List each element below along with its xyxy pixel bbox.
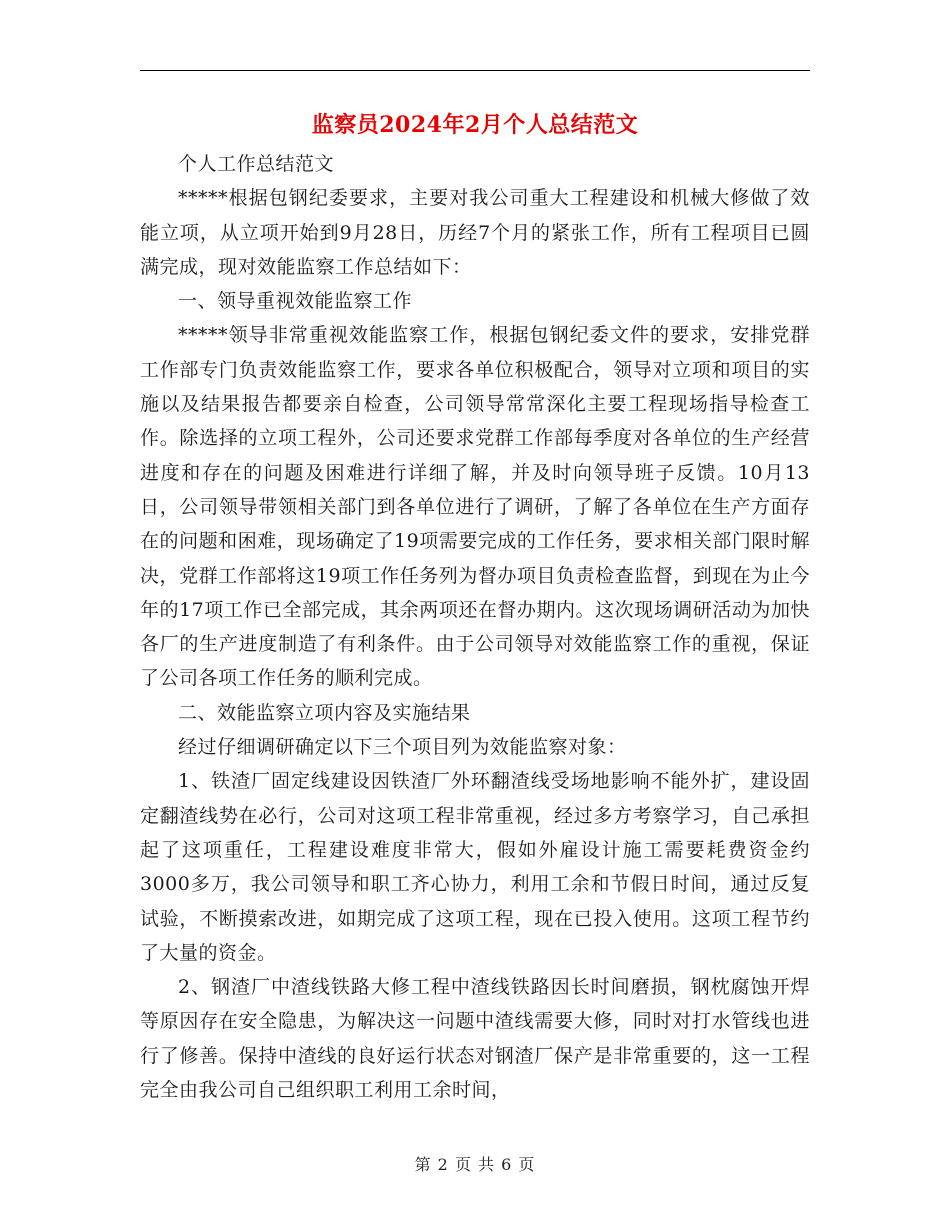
- section-heading-2: 二、效能监察立项内容及实施结果: [178, 701, 471, 724]
- section-2-lead: 经过仔细调研确定以下三个项目列为效能监察对象：: [178, 736, 627, 759]
- intro-heading: 个人工作总结范文: [178, 153, 335, 175]
- intro-paragraph: *****根据包钢纪委要求，主要对我公司重大工程建设和机械大修做了效能立项，从立项开始到9月28日，历经7个月的紧张工作，所有工程项目已圆满完成，现对效能监察工作总结如下：: [140, 187, 810, 278]
- section-heading-1: 一、领导重视效能监察工作: [178, 290, 413, 313]
- project-item-1: 1、铁渣厂固定线建设因铁渣厂外环翻渣线受场地影响不能外扩，建设固定翻渣线势在必行，公司对这项工程非常重视，经过多方考察学习，自己承担起了这项重任，工程建设难度非常大，假如外雇设计施工需要耗费资金约3000多万，我公司领导和职工齐心协力，利用工余和节假日时间，通过反复试验，不断摸索改进，如期完成了这项工程，现在已投入使用。这项工程节约了大量的资金。: [140, 770, 810, 964]
- section-1-paragraph: *****领导非常重视效能监察工作，根据包钢纪委文件的要求，安排党群工作部专门负责效能监察工作，要求各单位积极配合，领导对立项和项目的实施以及结果报告都要亲自检查，公司领导常常深化主要工程现场指导检查工作。除选择的立项工程外，公司还要求党群工作部每季度对各单位的生产经营进度和存在的问题及困难进行详细了解，并及时向领导班子反馈。10月13日，公司领导带领相关部门到各单位进行了调研，了解了各单位在生产方面存在的问题和困难，现场确定了19项需要完成的工作任务，要求相关部门限时解决，党群工作部将这19项工作任务列为督办项目负责检查监督，到现在为止今年的17项工作已全部完成，其余两项还在督办期内。这次现场调研活动为加快各厂的生产进度制造了有利条件。由于公司领导对效能监察工作的重视，保证了公司各项工作任务的顺利完成。: [140, 324, 810, 690]
- document-title: 监察员2024年2月个人总结范文: [311, 112, 639, 138]
- document-body: [140, 147, 810, 1107]
- page-number: 第 2 页 共 6 页: [414, 1155, 536, 1174]
- header-rule: [140, 70, 810, 71]
- project-item-2: 2、钢渣厂中渣线铁路大修工程中渣线铁路因长时间磨损，钢枕腐蚀开焊等原因存在安全隐患，为解决这一问题中渣线需要大修，同时对打水管线也进行了修善。保持中渣线的良好运行状态对钢渣厂保产是非常重要的，这一工程完全由我公司自己组织职工利用工余时间，: [140, 976, 810, 1102]
